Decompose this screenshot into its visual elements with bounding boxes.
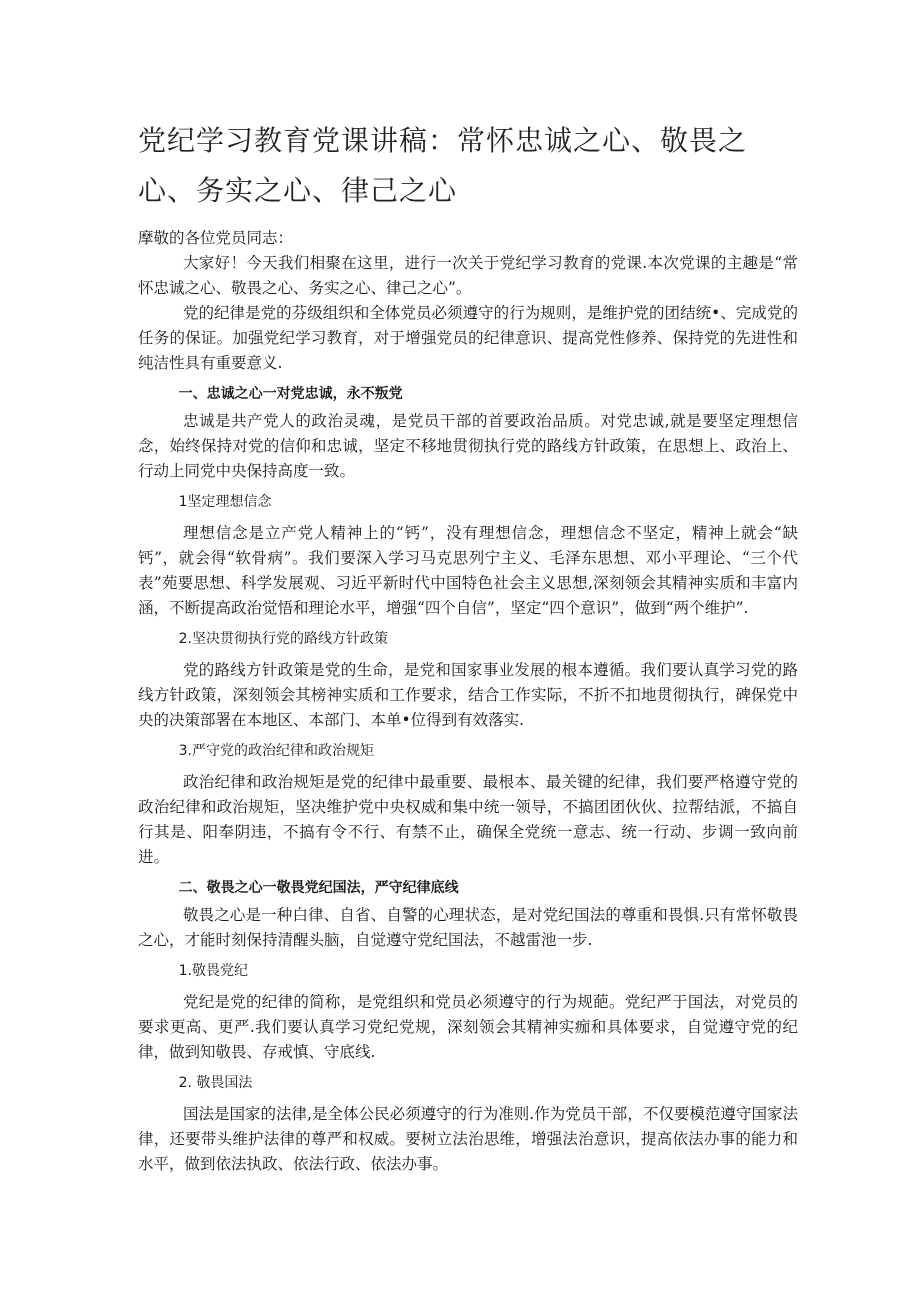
subsection-paragraph-2-2: 国法是国家的法律,是全体公民必须遵守的行为准则.作为党员干部，不仅要模范遵守国家法律，还要带头维护法律的尊严和权威。要树立法治思维，增强法治意识，提高依法办事的能力和水平，做到依法执政、依法行政、依法办事。 <box>138 1105 798 1173</box>
document-body <box>138 226 798 1177</box>
section-heading-2: 二、敬畏之心一敬畏党纪国法，严守纪律底线 <box>178 880 459 896</box>
intro-paragraph-1: 大家好！今天我们相聚在这里，进行一次关于党纪学习教育的党课.本次党课的主趣是“常怀忠诚之心、敬畏之心、务实之心、律己之心”。 <box>138 254 798 297</box>
subsection-paragraph-1-2: 党的路线方针政策是党的生命，是党和国家事业发展的根本遵循。我们要认真学习党的路线方针政策，深刻领会其榜神实质和工作要求，结合工作实际，不折不扣地贯彻执行，碑保党中央的决策部署在本地区、本部门、本单•位得到有效落实. <box>138 661 798 729</box>
intro-paragraph-2: 党的纪律是党的芬级组织和全体党员必须遵守的行为规则，是维护党的团结统•、完成党的任务的保证。加强党纪学习教育，对于增强党员的纪律意识、提高党性修养、保持党的先进性和纯洁性具有重要意义. <box>138 304 798 372</box>
section-paragraph-1: 忠诚是共产党人的政治灵魂，是党员干部的首要政治品质。对党忠诚,就是要坚定理想信念，始终保持对党的信仰和忠诚，坚定不移地贯彻执行党的路线方针政策，在思想上、政治上、行动上同党中央保持高度一致。 <box>138 412 798 480</box>
document-title: 党纪学习教育党课讲稿：常怀忠诚之心、敬畏之心、务实之心、律己之心 <box>138 124 748 207</box>
subsection-paragraph-2-1: 党纪是党的纪律的简称，是党组织和党员必须遵守的行为规葩。党纪严于国法，对党员的要求更高、更严.我们要认真学习党纪党规，深刻领会其精神实痂和具体要求，自觉遵守党的纪律，做到知敬畏、存戒慎、守底线. <box>138 993 798 1061</box>
subsection-heading-1-2: 2.坚决贯彻执行党的路线方针政策 <box>178 631 388 647</box>
subsection-heading-1-3: 3.严守党的政治纪律和政治规矩 <box>178 743 374 759</box>
section-heading-1: 一、忠诚之心一对党忠诚，永不叛党 <box>178 386 403 402</box>
subsection-paragraph-1-1: 理想信念是立产党人精神上的“钙”，没有理想信念，理想信念不坚定，精神上就会“缺钙”，就会得“软骨病”。我们要深入学习马克思列宁主义、毛泽东思想、邓小平理论、“三个代表”苑要思想、科学发展观、习近平新时代中国特色社会主义思想,深刻领会其精神实质和丰富内涵，不断提高政治觉悟和理论水平，增强“四个自信”，坚定“四个意识”，做到“两个维护”. <box>138 524 798 617</box>
subsection-heading-2-2: 2. 敬畏国法 <box>178 1075 253 1091</box>
subsection-paragraph-1-3: 政治纪律和政治规矩是党的纪律中最重要、最根本、最关键的纪律，我们要严格遵守党的政治纪律和政治规矩，坚决维护党中央权威和集中统一领导，不搞团团伙伙、拉帮结派，不搞自行其是、阳奉阴违，不搞有令不行、有禁不止，确保全党统一意志、统一行动、步调一致向前进。 <box>138 773 798 866</box>
subsection-heading-2-1: 1.敬畏党纪 <box>178 963 248 979</box>
salutation: 摩敬的各位党员同志： <box>138 229 294 247</box>
subsection-heading-1-1: 1坚定理想信念 <box>178 494 272 510</box>
section-paragraph-2: 敬畏之心是一种白律、自省、自警的心理状态，是对党纪国法的尊重和畏惧.只有常怀敬畏之心，才能时刻保持清醒头脑，自觉遵守党纪国法，不越雷池一步. <box>138 906 798 949</box>
